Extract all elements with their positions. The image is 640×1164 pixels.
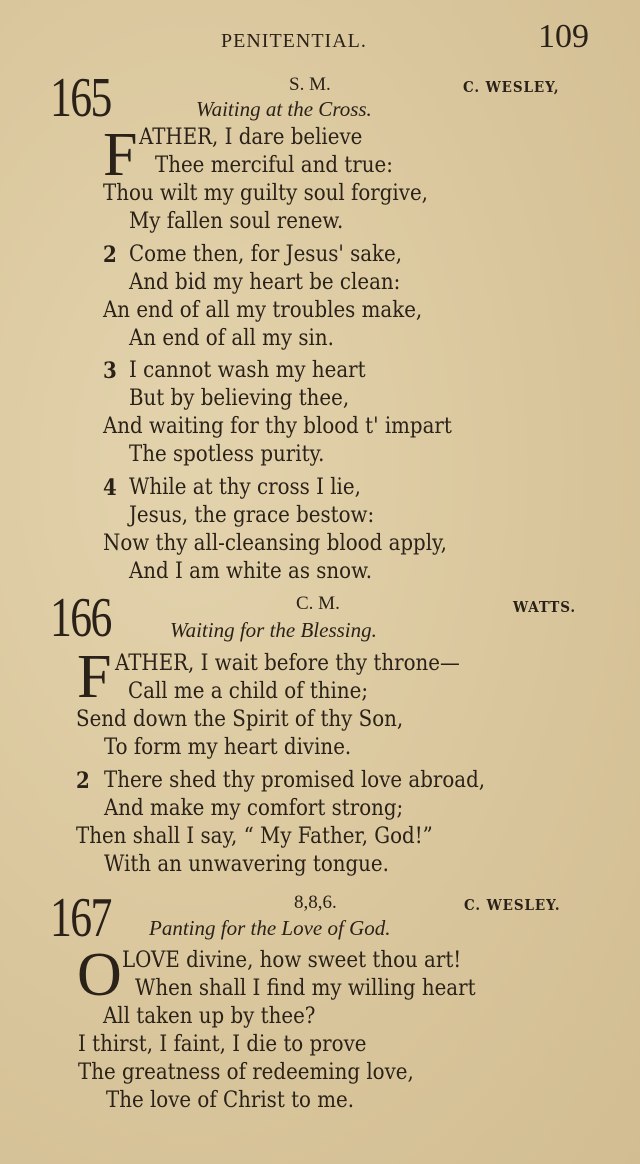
verse-line: The love of Christ to me. (106, 1088, 355, 1113)
verse-line: And bid my heart be clean: (129, 270, 401, 295)
verse-line: I thirst, I faint, I die to prove (78, 1032, 367, 1057)
verse-line: Come then, for Jesus' sake, (129, 242, 403, 267)
verse-line: But by believing thee, (129, 386, 350, 411)
verse-line: Thee merciful and true: (155, 153, 393, 178)
stanza-number: 2 (76, 768, 90, 794)
hymn-title: Panting for the Love of God. (149, 916, 391, 940)
stanza-number: 2 (103, 242, 117, 268)
verse-line: An end of all my troubles make, (103, 298, 423, 323)
verse-line: I cannot wash my heart (129, 358, 366, 383)
verse-line: Thou wilt my guilty soul forgive, (103, 181, 428, 206)
dropcap: O (77, 941, 122, 1009)
verse-line: When shall I find my willing heart (135, 976, 476, 1001)
hymn-title: Waiting at the Cross. (196, 97, 372, 121)
hymn-author: C. WESLEY, (463, 78, 560, 96)
verse-line: My fallen soul renew. (129, 209, 344, 234)
verse-line: An end of all my sin. (129, 326, 334, 351)
verse-line: Call me a child of thine; (128, 679, 369, 704)
verse-line: The greatness of redeeming love, (78, 1060, 414, 1085)
hymn-number: 166 (50, 587, 111, 649)
verse-line: All taken up by thee? (103, 1004, 316, 1029)
hymn-meter: S. M. (289, 74, 331, 95)
running-head: PENITENTIAL. (221, 30, 367, 52)
verse-line: There shed thy promised love abroad, (104, 768, 486, 793)
hymn-author: WATTS. (513, 598, 577, 616)
verse-line: The spotless purity. (129, 442, 325, 467)
verse-line: With an unwavering tongue. (104, 852, 389, 877)
hymn-meter: C. M. (296, 593, 340, 614)
verse-line: To form my heart divine. (104, 735, 352, 760)
verse-line: Jesus, the grace bestow: (129, 503, 375, 528)
verse-line: ATHER, I wait before thy throne— (115, 651, 460, 676)
verse-line: LOVE divine, how sweet thou art! (122, 948, 462, 973)
hymn-title: Waiting for the Blessing. (170, 618, 377, 642)
verse-line: And I am white as snow. (129, 559, 372, 584)
verse-line: ATHER, I dare believe (139, 125, 363, 150)
verse-line: Send down the Spirit of thy Son, (76, 707, 404, 732)
dropcap: F (77, 643, 112, 711)
verse-line: Now thy all-cleansing blood apply, (103, 531, 447, 556)
verse-line: While at thy cross I lie, (129, 475, 361, 500)
hymn-number: 167 (50, 887, 111, 949)
hymn-meter: 8,8,6. (294, 892, 337, 913)
verse-line: And make my comfort strong; (104, 796, 404, 821)
verse-line: And waiting for thy blood t' impart (103, 414, 452, 439)
hymn-author: C. WESLEY. (464, 896, 561, 914)
dropcap: F (103, 121, 138, 189)
stanza-number: 4 (103, 475, 117, 501)
verse-line: Then shall I say, “ My Father, God!” (76, 824, 433, 849)
page-number: 109 (538, 18, 589, 55)
hymn-number: 165 (50, 67, 111, 129)
stanza-number: 3 (103, 358, 117, 384)
